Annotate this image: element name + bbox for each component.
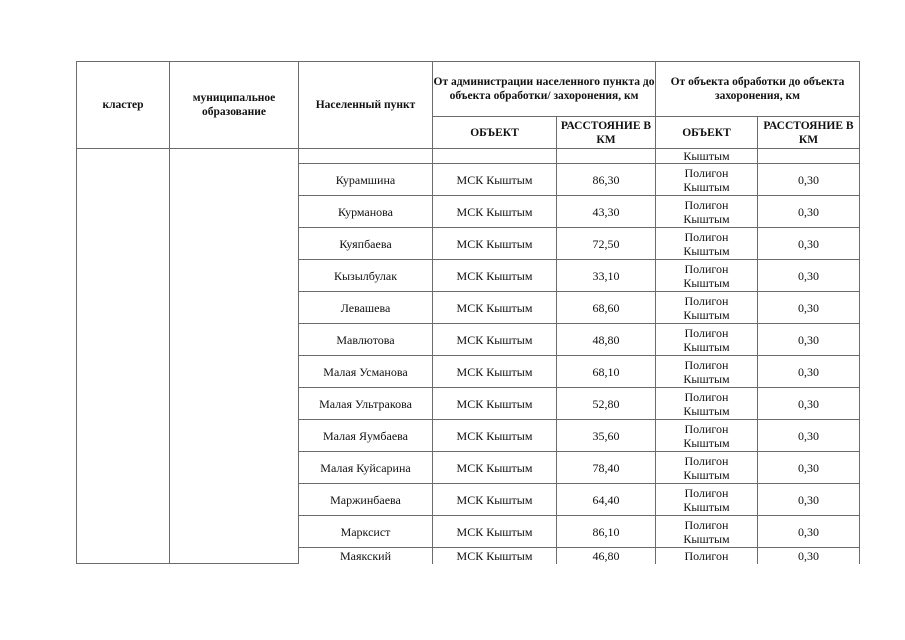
cluster-cell: [77, 149, 170, 564]
distance2-cell: 0,30: [758, 196, 860, 228]
object-cell: МСК Кыштым: [433, 196, 557, 228]
distance-cell: 46,80: [557, 548, 656, 564]
object-cell: МСК Кыштым: [433, 516, 557, 548]
distance2-cell: 0,30: [758, 516, 860, 548]
distance-cell: 48,80: [557, 324, 656, 356]
object-cell: МСК Кыштым: [433, 292, 557, 324]
object2-cell: Полигон Кыштым: [656, 196, 758, 228]
distance-cell: 33,10: [557, 260, 656, 292]
distance-cell: 68,60: [557, 292, 656, 324]
header-object: ОБЪЕКТ: [433, 117, 557, 149]
object2-cell: Полигон Кыштым: [656, 388, 758, 420]
object2-cell: Полигон Кыштым: [656, 484, 758, 516]
distance2-cell: 0,30: [758, 228, 860, 260]
object-cell: МСК Кыштым: [433, 388, 557, 420]
header-municipal: муниципальное образование: [170, 62, 299, 149]
municipal-cell: [170, 149, 299, 564]
distance-cell: 68,10: [557, 356, 656, 388]
distance2-cell: 0,30: [758, 324, 860, 356]
header-group-processing: От объекта обработки до объекта захоронения, км: [656, 62, 860, 117]
distance2-cell: 0,30: [758, 484, 860, 516]
distance-cell: 52,80: [557, 388, 656, 420]
distance2-cell: 0,30: [758, 452, 860, 484]
distance-cell: 43,30: [557, 196, 656, 228]
object2-cell: Полигон: [656, 548, 758, 564]
object2-cell: Полигон Кыштым: [656, 420, 758, 452]
object-cell: МСК Кыштым: [433, 164, 557, 196]
header-object-2: ОБЪЕКТ: [656, 117, 758, 149]
distance2-cell: 0,30: [758, 356, 860, 388]
distance-cell: [557, 149, 656, 164]
settlement-cell: Малая Ультракова: [299, 388, 433, 420]
object-cell: МСК Кыштым: [433, 260, 557, 292]
distance2-cell: 0,30: [758, 548, 860, 564]
distance2-cell: 0,30: [758, 260, 860, 292]
settlement-cell: Курамшина: [299, 164, 433, 196]
header-distance-2: РАССТОЯНИЕ В КМ: [758, 117, 860, 149]
object2-cell: Кыштым: [656, 149, 758, 164]
settlement-cell: Куяпбаева: [299, 228, 433, 260]
object-cell: МСК Кыштым: [433, 452, 557, 484]
object2-cell: Полигон Кыштым: [656, 164, 758, 196]
object2-cell: Полигон Кыштым: [656, 356, 758, 388]
header-cluster: кластер: [77, 62, 170, 149]
distance2-cell: 0,30: [758, 420, 860, 452]
header-distance: РАССТОЯНИЕ В КМ: [557, 117, 656, 149]
distance2-cell: [758, 149, 860, 164]
distance-cell: 35,60: [557, 420, 656, 452]
object-cell: МСК Кыштым: [433, 228, 557, 260]
settlement-cell: [299, 149, 433, 164]
distance2-cell: 0,30: [758, 164, 860, 196]
distance2-cell: 0,30: [758, 388, 860, 420]
distance-cell: 86,10: [557, 516, 656, 548]
settlement-cell: Маякский: [299, 548, 433, 564]
distance-cell: 72,50: [557, 228, 656, 260]
distance-table: [76, 61, 860, 564]
distance-cell: 78,40: [557, 452, 656, 484]
object-cell: [433, 149, 557, 164]
settlement-cell: Маржинбаева: [299, 484, 433, 516]
object2-cell: Полигон Кыштым: [656, 324, 758, 356]
distance-cell: 64,40: [557, 484, 656, 516]
header-settlement: Населенный пункт: [299, 62, 433, 149]
settlement-cell: Кызылбулак: [299, 260, 433, 292]
object2-cell: Полигон Кыштым: [656, 516, 758, 548]
object-cell: МСК Кыштым: [433, 324, 557, 356]
distance-cell: 86,30: [557, 164, 656, 196]
object-cell: МСК Кыштым: [433, 356, 557, 388]
object-cell: МСК Кыштым: [433, 548, 557, 564]
object-cell: МСК Кыштым: [433, 484, 557, 516]
distance2-cell: 0,30: [758, 292, 860, 324]
settlement-cell: Малая Усманова: [299, 356, 433, 388]
object-cell: МСК Кыштым: [433, 420, 557, 452]
object2-cell: Полигон Кыштым: [656, 292, 758, 324]
object2-cell: Полигон Кыштым: [656, 452, 758, 484]
object2-cell: Полигон Кыштым: [656, 228, 758, 260]
header-group-admin: От администрации населенного пункта до объекта обработки/ захоронения, км: [433, 62, 656, 117]
table-row-partial-top: [77, 149, 860, 164]
settlement-cell: Малая Яумбаева: [299, 420, 433, 452]
settlement-cell: Малая Куйсарина: [299, 452, 433, 484]
object2-cell: Полигон Кыштым: [656, 260, 758, 292]
settlement-cell: Марксист: [299, 516, 433, 548]
settlement-cell: Курманова: [299, 196, 433, 228]
settlement-cell: Мавлютова: [299, 324, 433, 356]
settlement-cell: Левашева: [299, 292, 433, 324]
